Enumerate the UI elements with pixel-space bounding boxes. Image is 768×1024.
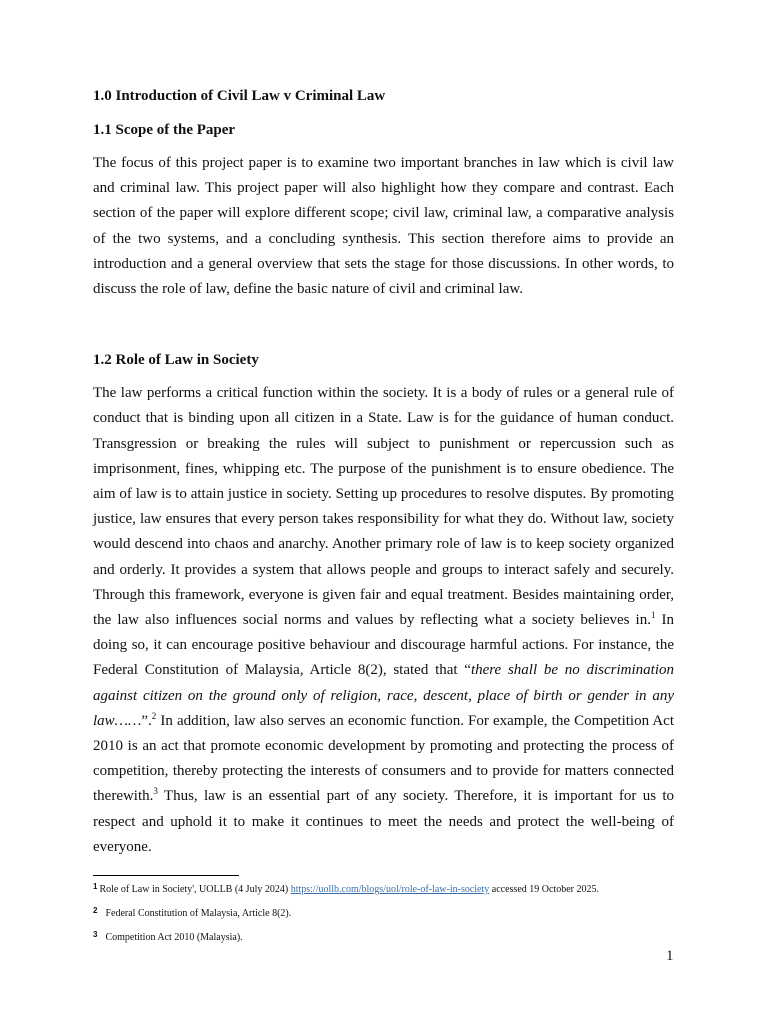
role-paragraph — [93, 381, 674, 860]
section-heading-introduction: 1.0 Introduction of Civil Law v Criminal Law — [93, 88, 386, 104]
footnote-1 — [93, 880, 693, 897]
section-heading-scope: 1.1 Scope of the Paper — [93, 122, 236, 138]
page-number: 1 — [666, 948, 674, 964]
footnote-mark-3: 3 — [93, 930, 98, 939]
role-text-part-2: In doing so, it can encourage positive behaviour and discourage harmful actions. For instance, the Federal Constitution of Malaysia, Article 8(2), stated that “ — [93, 612, 674, 679]
footnote-3-text: Competition Act 2010 (Malaysia). — [105, 932, 243, 943]
scope-paragraph: The focus of this project paper is to examine two important branches in law which is civil law and criminal law. This project paper will also highlight how they compare and contrast. Each section of the paper will explore different scope; civil law, criminal law, a comparative analysis of the two systems, and a concluding synthesis. This section therefore aims to provide an introduction and a general overview that sets the stage for those discussions. In other words, to discuss the role of law, define the basic nature of civil and criminal law. — [93, 155, 674, 298]
footnote-reference-2[interactable]: 2 — [151, 710, 157, 721]
main-content — [93, 86, 674, 860]
footnote-1-accessed: accessed 19 October 2025. — [489, 884, 599, 895]
footnotes — [93, 880, 693, 945]
footnote-mark-2: 2 — [93, 906, 98, 915]
role-text-part-3: ”. — [141, 712, 152, 729]
role-text-part-1: The law performs a critical function within the society. It is a body of rules or a general rule of conduct that is binding upon all citizen in a State. Law is for the guidance of human conduct. Transgression or breaking the rules will subject to punishment or repercussion such as imprisonment, fines, whipping etc. The purpose of the punishment is to ensure obedience. The aim of law is to attain justice in society. Setting up procedures to resolve disputes. By promoting justice, law ensures that every person takes responsibility for what they do. Without law, society would descend into chaos and anarchy. Another primary role of law is to keep society organized and orderly. It provides a system that allows people and groups to interact safely and securely. Through this framework, everyone is given fair and equal treatment. Besides maintaining order, the law also influences social norms and values by reflecting what a society believes in. — [93, 385, 674, 629]
footnote-mark-1: 1 — [93, 882, 98, 891]
footnote-reference-3[interactable]: 3 — [153, 786, 158, 797]
footnote-1-text: Role of Law in Society', UOLLB (4 July 2024) — [99, 884, 291, 895]
footnote-reference-1[interactable]: 1 — [650, 610, 656, 621]
constitution-quote: there shall be no discrimination against citizen on the ground only of religion, race, descent, place of birth or gender in any law…… — [93, 662, 674, 729]
footnote-2 — [93, 904, 693, 921]
section-heading-role-of-law: 1.2 Role of Law in Society — [93, 352, 259, 369]
footnote-1-link[interactable]: https://uollb.com/blogs/uol/role-of-law-in-society — [290, 884, 490, 895]
role-text-part-4: In addition, law also serves an economic function. For example, the Competition Act 2010 is an act that promote economic development by promoting and protecting the process of competition, thereby protecting the interests of consumers and to provide for matters connected therewith. — [93, 712, 674, 805]
footnote-separator — [93, 875, 239, 876]
footnote-3 — [93, 928, 693, 945]
footnote-2-text: Federal Constitution of Malaysia, Article 8(2). — [105, 908, 292, 919]
role-text-part-5: Thus, law is an essential part of any society. Therefore, it is important for us to respect and uphold it to make it continues to meet the needs and protect the well-being of everyone. — [93, 788, 674, 855]
